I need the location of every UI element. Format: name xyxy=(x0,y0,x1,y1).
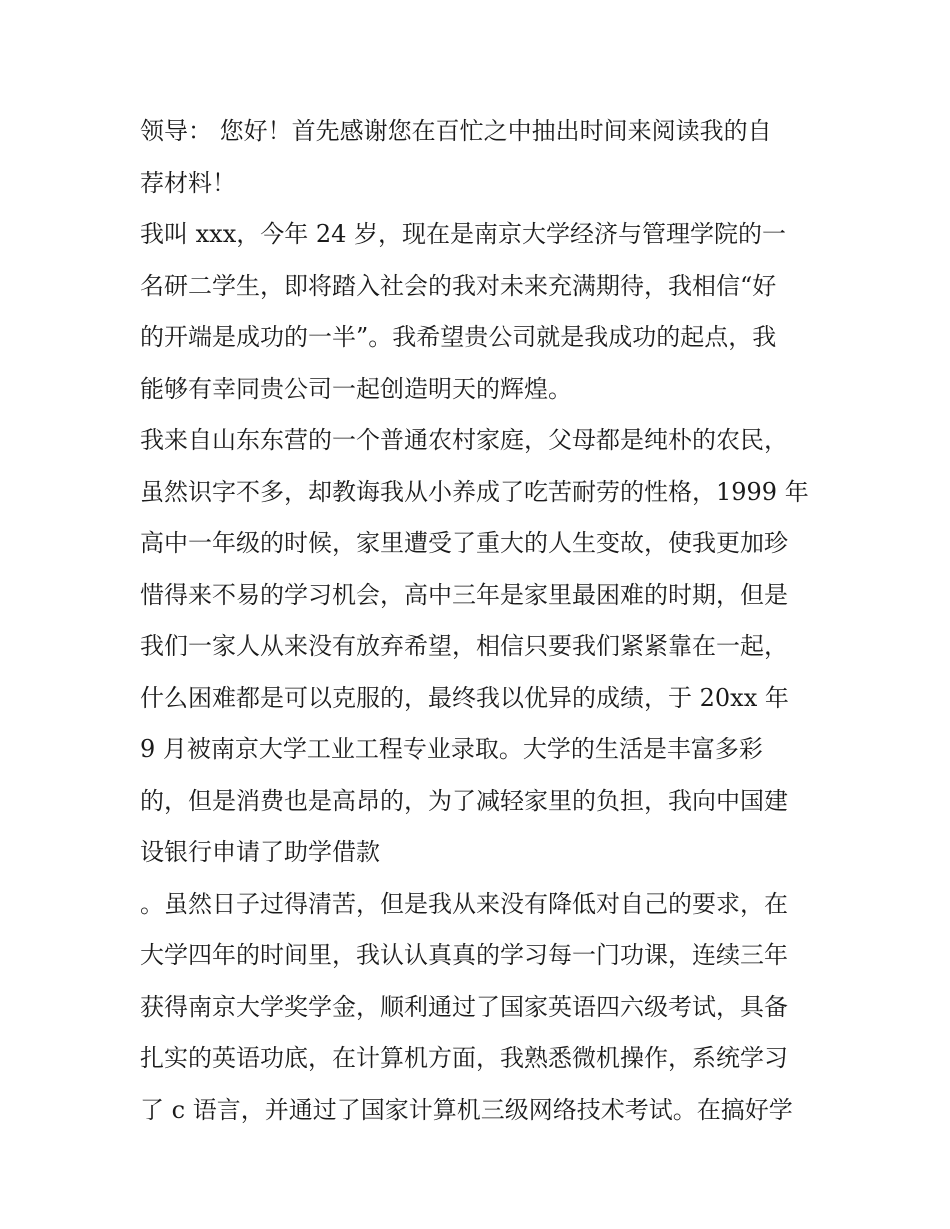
text-line: 荐材料！ xyxy=(140,168,236,197)
text-line: 扎实的英语功底，在计算机方面，我熟悉微机操作，系统学习 xyxy=(140,1044,788,1072)
text-line: 能够有幸同贵公司一起创造明天的辉煌。 xyxy=(140,374,572,403)
text-line: 9 月被南京大学工业工程专业录取。大学的生活是丰富多彩 xyxy=(140,735,763,763)
text-line: 我来自山东东营的一个普通农村家庭，父母都是纯朴的农民， xyxy=(140,426,788,454)
text-line: 虽然识字不多，却教诲我从小养成了吃苦耐劳的性格，1999 年 xyxy=(140,477,809,506)
text-line: 领导： 您好！首先感谢您在百忙之中抽出时间来阅读我的自 xyxy=(140,117,772,145)
text-line: 惜得来不易的学习机会，高中三年是家里最困难的时期，但是 xyxy=(140,580,788,609)
text-line: 大学四年的时间里，我认认真真的学习每一门功课，连续三年 xyxy=(140,941,788,969)
text-line: 的开端是成功的一半”。我希望贵公司就是我成功的起点，我 xyxy=(140,323,777,351)
text-line: 设银行申请了助学借款 xyxy=(140,838,380,866)
text-line: 我叫 xxx，今年 24 岁，现在是南京大学经济与管理学院的一 xyxy=(140,220,787,248)
text-line: 我们一家人从来没有放弃希望，相信只要我们紧紧靠在一起， xyxy=(140,632,788,660)
text-line: 的，但是消费也是高昂的，为了减轻家里的负担，我向中国建 xyxy=(140,786,788,815)
text-line: 。虽然日子过得清苦，但是我从来没有降低对自己的要求，在 xyxy=(140,889,788,918)
text-line: 什么困难都是可以克服的，最终我以优异的成绩，于 20xx 年 xyxy=(140,683,789,712)
text-line: 获得南京大学奖学金，顺利通过了国家英语四六级考试，具备 xyxy=(140,992,788,1021)
text-line: 高中一年级的时候，家里遭受了重大的人生变故，使我更加珍 xyxy=(140,529,788,557)
letter-body xyxy=(140,106,820,1136)
text-line: 了 c 语言，并通过了国家计算机三级网络技术考试。在搞好学 xyxy=(140,1095,793,1124)
text-line: 名研二学生，即将踏入社会的我对未来充满期待，我相信“好 xyxy=(140,271,777,300)
